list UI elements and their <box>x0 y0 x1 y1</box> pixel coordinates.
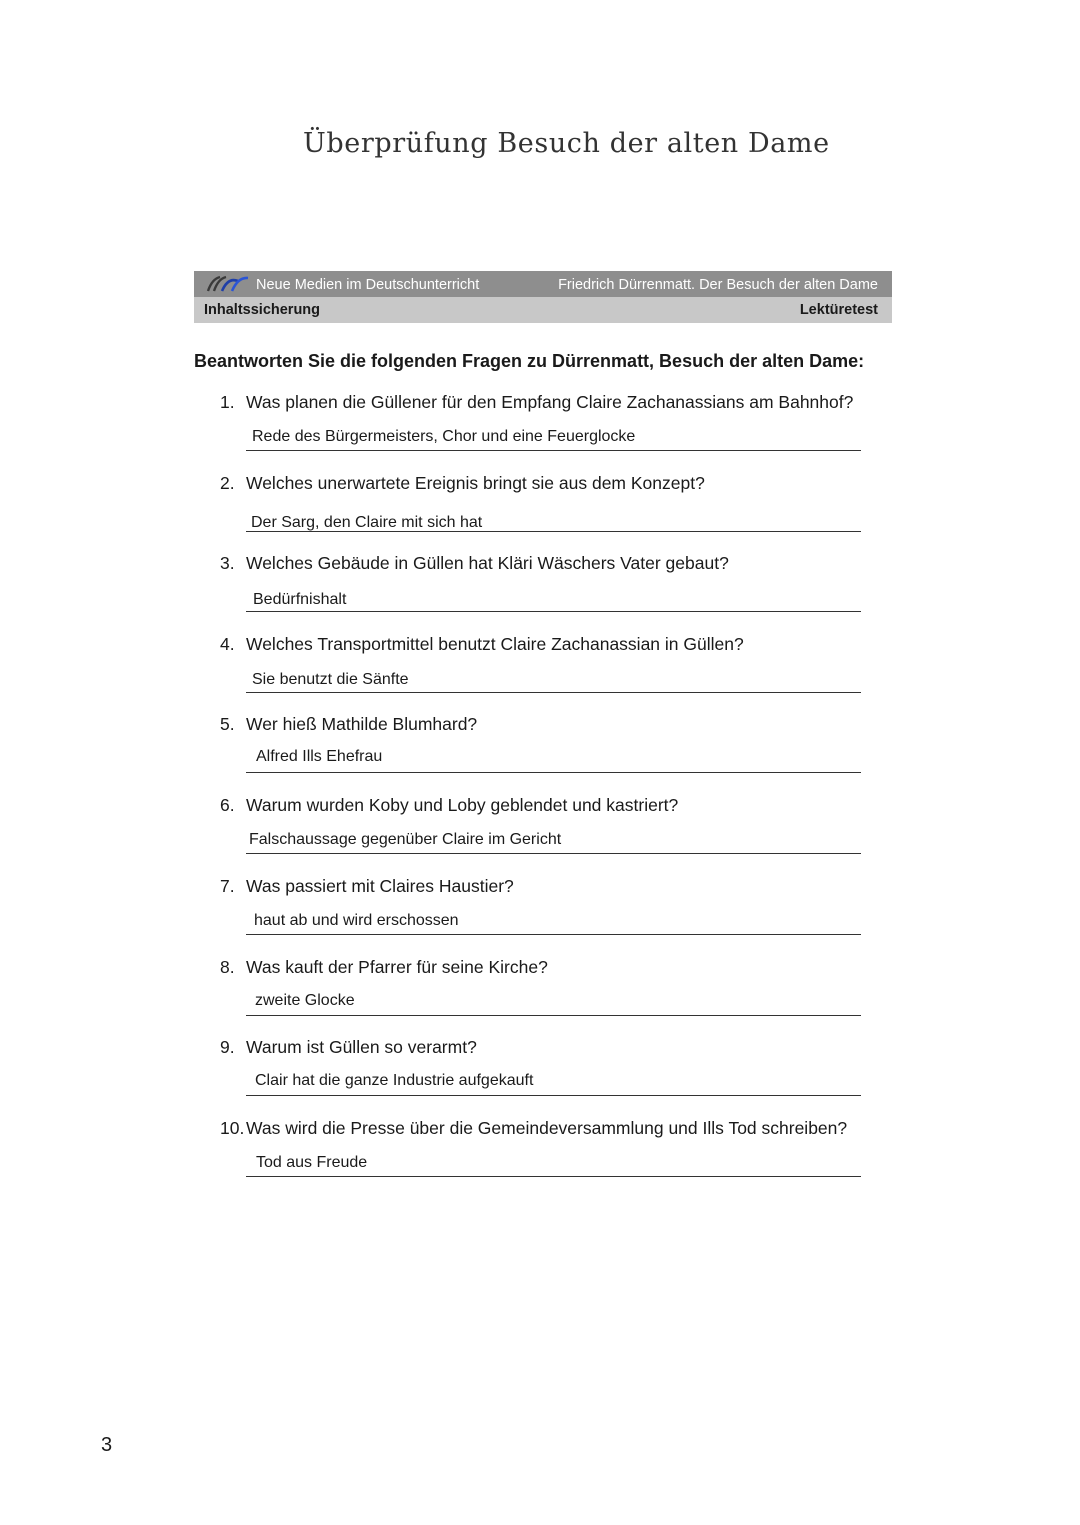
worksheet-header-banner <box>194 271 892 323</box>
question-text: Was kauft der Pfarrer für seine Kirche? <box>246 957 548 977</box>
question-item <box>220 553 880 623</box>
question-number: 5. <box>220 714 235 734</box>
question-text: Welches unerwartete Ereignis bringt sie aus dem Konzept? <box>246 473 705 493</box>
question-item <box>220 392 880 462</box>
answer-line <box>246 531 861 532</box>
answer-text: Bedürfnishalt <box>253 591 347 608</box>
question-text: Was wird die Presse über die Gemeindeversammlung und Ills Tod schreiben? <box>246 1118 848 1138</box>
question-item <box>220 957 880 1027</box>
question-item <box>220 1118 880 1188</box>
answer-line <box>246 1095 861 1096</box>
answer-text: haut ab und wird erschossen <box>254 912 459 929</box>
answer-line <box>246 1015 861 1016</box>
answer-text: Tod aus Freude <box>256 1154 368 1171</box>
question-number: 7. <box>220 876 235 896</box>
question-text: Warum ist Güllen so verarmt? <box>246 1037 477 1057</box>
page-number: 3 <box>101 1434 113 1456</box>
banner-top-row <box>194 271 892 297</box>
answer-text: Der Sarg, den Claire mit sich hat <box>251 514 483 531</box>
question-number: 6. <box>220 795 235 815</box>
question-item <box>220 473 880 543</box>
question-number: 2. <box>220 473 235 493</box>
question-number: 10. <box>220 1118 245 1138</box>
answer-line <box>246 692 861 693</box>
answer-line <box>246 450 861 451</box>
question-number: 9. <box>220 1037 235 1057</box>
question-item <box>220 876 880 946</box>
answer-line <box>246 934 861 935</box>
question-text: Wer hieß Mathilde Blumhard? <box>246 714 478 734</box>
banner-book-label: Friedrich Dürrenmatt. Der Besuch der alten Dame <box>558 277 878 293</box>
question-item <box>220 634 880 704</box>
instruction-text: Beantworten Sie die folgenden Fragen zu Dürrenmatt, Besuch der alten Dame: <box>194 351 865 371</box>
answer-line <box>246 611 861 612</box>
question-item <box>220 795 880 865</box>
answer-text: Alfred Ills Ehefrau <box>256 748 383 765</box>
question-number: 1. <box>220 392 235 412</box>
document-title: Überprüfung Besuch der alten Dame <box>303 128 830 159</box>
banner-course-label: Neue Medien im Deutschunterricht <box>256 277 480 293</box>
question-text: Was planen die Güllener für den Empfang Claire Zachanassians am Bahnhof? <box>246 392 854 412</box>
answer-text: zweite Glocke <box>255 992 355 1009</box>
question-number: 4. <box>220 634 235 654</box>
question-number: 3. <box>220 553 235 573</box>
question-text: Was passiert mit Claires Haustier? <box>246 876 514 896</box>
answer-line <box>246 772 861 773</box>
answer-text: Falschaussage gegenüber Claire im Gericht <box>249 831 562 848</box>
answer-text: Clair hat die ganze Industrie aufgekauft <box>255 1072 534 1089</box>
answer-text: Sie benutzt die Sänfte <box>252 671 409 688</box>
question-item <box>220 1037 880 1107</box>
answer-line <box>246 1176 861 1177</box>
question-number: 8. <box>220 957 235 977</box>
banner-section-label: Inhaltssicherung <box>204 302 321 318</box>
question-text: Welches Gebäude in Güllen hat Kläri Wäschers Vater gebaut? <box>246 553 729 573</box>
question-text: Warum wurden Koby und Loby geblendet und kastriert? <box>246 795 679 815</box>
answer-text: Rede des Bürgermeisters, Chor und eine Feuerglocke <box>252 428 636 445</box>
waves-logo-icon <box>204 275 252 293</box>
question-text: Welches Transportmittel benutzt Claire Zachanassian in Güllen? <box>246 634 744 654</box>
banner-bottom-row <box>194 297 892 323</box>
banner-test-label: Lektüretest <box>799 302 878 318</box>
answer-line <box>246 853 861 854</box>
question-item <box>220 714 880 784</box>
